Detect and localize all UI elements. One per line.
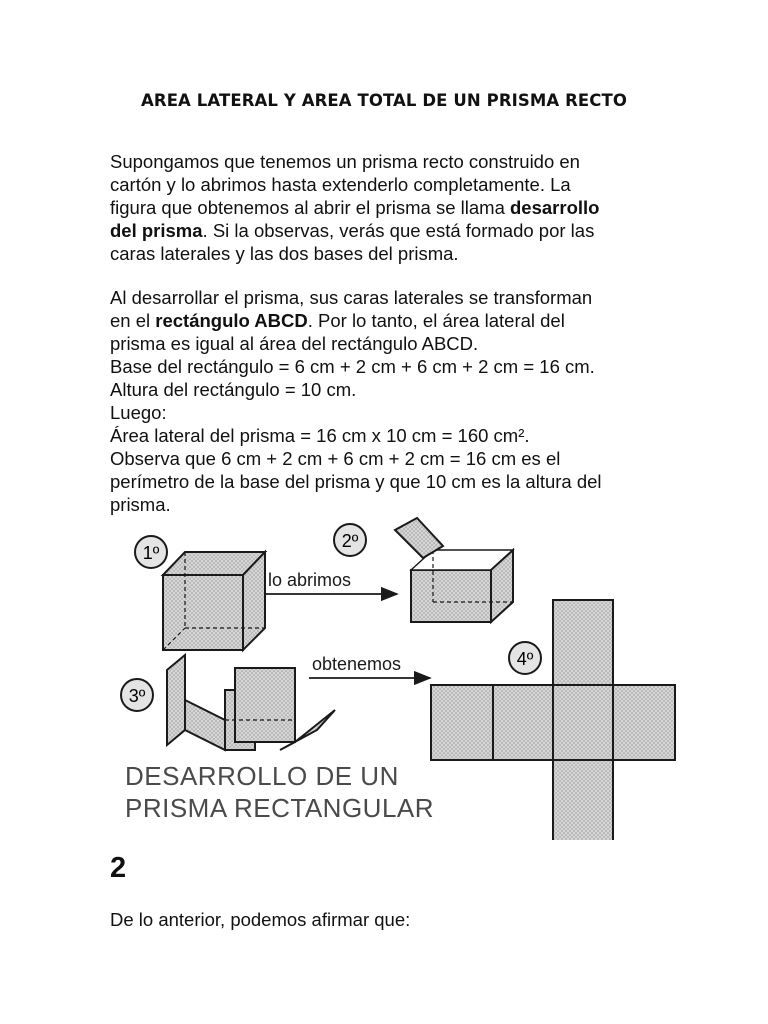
step-1-badge [135,536,167,568]
paragraph-line: Observa que 6 cm + 2 cm + 6 cm + 2 cm = 16 cm es el [110,448,561,469]
figure-caption-line1: DESARROLLO DE UN [125,761,399,791]
paragraph-line [110,196,670,219]
paragraph-line: perímetro de la base del prisma y que 10 cm es la altura del [110,471,602,492]
prism-net [431,600,675,840]
step-2-badge [334,524,366,556]
svg-text:2º: 2º [341,531,359,551]
paragraph-line: Al desarrollar el prisma, sus caras laterales se transforman [110,287,593,308]
step-4-badge [509,642,541,674]
page-number: 2 [110,852,127,884]
paragraph-line: prisma. [110,494,171,515]
paragraph-line: Luego: [110,402,167,423]
paragraph-line: caras laterales y las dos bases del prisma. [110,243,459,264]
paragraph-intro [110,150,670,265]
text-run: . Si la observas, verás que está formado por las [202,220,595,241]
text-run: figura que obtenemos al abrir el prisma se llama [110,197,510,218]
paragraph-line: Base del rectángulo = 6 cm + 2 cm + 6 cm + 2 cm = 16 cm. [110,356,595,377]
paragraph-line: cartón y lo abrimos hasta extenderlo completamente. La [110,174,571,195]
conclusion-text: De lo anterior, podemos afirmar que: [110,909,411,930]
arrow-label-open: lo abrimos [268,570,352,590]
unfolding-prism [167,655,335,750]
paragraph-line [110,219,670,242]
svg-text:3º: 3º [128,686,146,706]
text-run: . Por lo tanto, el área lateral del [307,310,565,331]
opening-prism [395,518,513,622]
bold-term: desarrollo [510,197,600,218]
bold-term: del prisma [110,220,203,241]
bold-term: rectángulo ABCD [155,310,308,331]
svg-text:4º: 4º [516,649,534,669]
arrow-label-obtain: obtenemos [312,654,402,674]
paragraph-line: Altura del rectángulo = 10 cm. [110,379,357,400]
paragraph-line: Área lateral del prisma = 16 cm x 10 cm = 160 cm². [110,425,530,446]
paragraph-line [110,309,670,332]
prism-net-figure [105,510,685,840]
paragraph-lateral-area [110,286,670,516]
text-run: en el [110,310,156,331]
step-3-badge [121,679,153,711]
closed-prism [163,552,265,650]
figure-caption-line2: PRISMA RECTANGULAR [125,793,435,823]
paragraph-line: Supongamos que tenemos un prisma recto construido en [110,151,580,172]
paragraph-line: prisma es igual al área del rectángulo ABCD. [110,333,479,354]
svg-text:1º: 1º [142,543,160,563]
page-title: AREA LATERAL Y AREA TOTAL DE UN PRISMA RECTO [141,91,627,110]
